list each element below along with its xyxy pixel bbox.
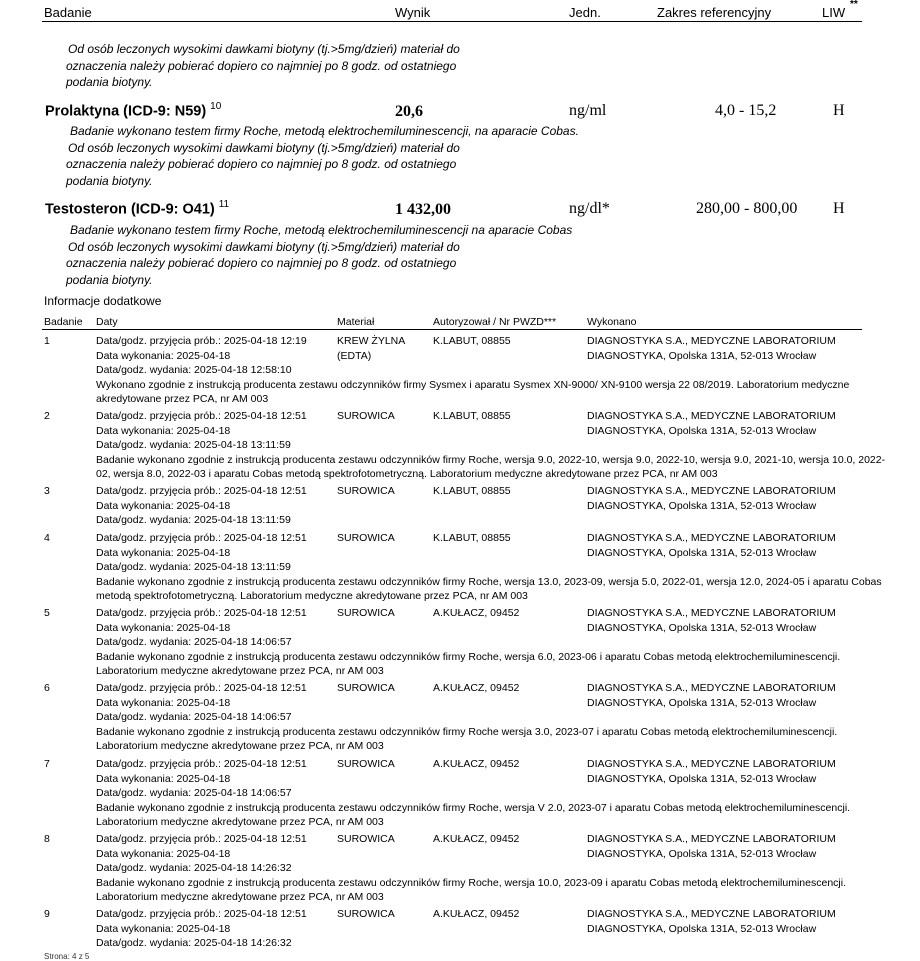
row-lab-line: DIAGNOSTYKA S.A., MEDYCZNE LABORATORIUM: [587, 607, 836, 619]
info-header-badanie: Badanie: [44, 316, 83, 328]
row-dates: [96, 757, 307, 801]
row-date-line: Data/godz. wydania: 2025-04-18 13:11:59: [96, 439, 291, 451]
row-laboratory: [587, 409, 836, 438]
row-description: Badanie wykonano zgodnie z instrukcją producenta zestawu odczynników firmy Roche wersja 3.0, 2023-07 i aparatu Cobas metodą elektrochemiluminescencji. Laboratorium medyczne akredytowane przez PCA, nr AM 003: [96, 725, 838, 752]
row-number: 9: [44, 908, 50, 920]
row-date-line: Data wykonania: 2025-04-18: [96, 621, 231, 634]
row-description: Badanie wykonano zgodnie z instrukcją producenta zestawu odczynników firmy Roche, wersja 6.0, 2023-06 i aparatu Cobas metodą elektrochemiluminescencji. Laboratorium medyczne akredytowane przez PCA, nr AM 003: [96, 650, 841, 677]
test-name: Prolaktyna (ICD-9: N59): [45, 103, 207, 120]
row-description: Badanie wykonano zgodnie z instrukcją producenta zestawu odczynników firmy Roche, wersja 10.0, 2023-09 i aparatu Cobas metodą elektrochemiluminescencji. Laboratorium medyczne akredytowane przez PCA, nr AM 003: [96, 876, 846, 903]
row-material: [337, 757, 395, 772]
test-prolaktyna: [45, 101, 221, 120]
row-material-line: SUROWICA: [337, 485, 395, 497]
row-date-line: Data/godz. wydania: 2025-04-18 14:26:32: [96, 862, 292, 874]
row-lab-line: DIAGNOSTYKA, Opolska 131A, 52-013 Wrocław: [587, 847, 817, 860]
test-value: 1 432,00: [395, 201, 451, 218]
row-number: 8: [44, 833, 50, 845]
header-col-zakres: Zakres referencyjny: [657, 5, 772, 20]
info-header-rule: [42, 329, 862, 330]
test-unit: ng/ml: [569, 102, 607, 119]
row-lab-line: DIAGNOSTYKA, Opolska 131A, 52-013 Wrocław: [587, 772, 817, 785]
row-lab-line: DIAGNOSTYKA, Opolska 131A, 52-013 Wrocław: [587, 922, 817, 935]
row-date-line: Data/godz. wydania: 2025-04-18 14:06:57: [96, 711, 292, 723]
row-number: 7: [44, 758, 50, 770]
row-date-line: Data wykonania: 2025-04-18: [96, 696, 231, 709]
row-number: 2: [44, 410, 50, 422]
row-date-line: Data wykonania: 2025-04-18: [96, 772, 231, 785]
row-material-line: (EDTA): [337, 349, 372, 362]
row-date-line: Data/godz. przyjęcia prób.: 2025-04-18 12:51: [96, 682, 307, 694]
row-material: [337, 606, 395, 621]
row-laboratory: [587, 757, 836, 786]
row-lab-line: DIAGNOSTYKA S.A., MEDYCZNE LABORATORIUM: [587, 410, 836, 422]
test-unit: ng/dl*: [569, 200, 610, 217]
row-authorized-by: A.KUŁACZ, 09452: [433, 607, 520, 619]
row-number: 4: [44, 532, 50, 544]
info-header-autoryzowal: Autoryzował / Nr PWZD***: [433, 316, 557, 328]
header-liw-superscript: **: [850, 0, 858, 10]
row-authorized-by: A.KUŁACZ, 09452: [433, 908, 520, 920]
test-flag: H: [833, 200, 845, 217]
test-value: 20,6: [395, 103, 423, 120]
row-authorized-by: A.KUŁACZ, 09452: [433, 682, 520, 694]
test-range: 280,00 - 800,00: [696, 200, 798, 217]
row-material-line: SUROWICA: [337, 410, 395, 422]
test-note-line: Od osób leczonych wysokimi dawkami biotyny (tj.>5mg/dzień) materiał do: [68, 140, 460, 155]
row-authorized-by: K.LABUT, 08855: [433, 532, 511, 544]
row-lab-line: DIAGNOSTYKA S.A., MEDYCZNE LABORATORIUM: [587, 485, 836, 497]
row-dates: [96, 409, 307, 453]
row-dates: [96, 681, 307, 725]
row-description: Wykonano zgodnie z instrukcją producenta zestawu odczynników firmy Sysmex i aparatu Sysmex XN-9000/ XN-9100 wersja 22 08/2019. Laboratorium medyczne akredytowane przez PCA, nr AM 003: [96, 378, 850, 405]
row-material-line: KREW ŻYLNA: [337, 335, 406, 347]
row-material: [337, 832, 395, 847]
row-dates: [96, 484, 307, 528]
row-material: [337, 334, 405, 363]
row-date-line: Data/godz. wydania: 2025-04-18 12:58:10: [96, 364, 292, 376]
row-laboratory: [587, 681, 836, 710]
row-material-line: SUROWICA: [337, 758, 395, 770]
row-description: Badanie wykonano zgodnie z instrukcją producenta zestawu odczynników firmy Roche, wersja V 2.0, 2023-07 i aparatu Cobas metodą elektrochemiluminescencji. Laboratorium medyczne akredytowane przez PCA, nr AM 003: [96, 801, 851, 828]
test-note-line: Badanie wykonano testem firmy Roche, metodą elektrochemiluminescencji na aparacie Cobas: [70, 223, 573, 237]
row-description: Badanie wykonano zgodnie z instrukcją producenta zestawu odczynników firmy Roche, wersja 9.0, 2022-10, wersja 9.0, 2022-10, wersja 9.0, 2021-10, wersja 10.0, 2022-02, wersja 8.0, 2022-03 i aparatu Cobas metodą spektrofotometryczną. Laboratorium medyczne akredytowane przez PCA, nr AM 003: [96, 453, 886, 480]
row-date-line: Data wykonania: 2025-04-18: [96, 922, 231, 935]
test-flag: H: [833, 102, 845, 119]
row-date-line: Data/godz. wydania: 2025-04-18 14:26:32: [96, 937, 292, 949]
row-lab-line: DIAGNOSTYKA, Opolska 131A, 52-013 Wrocław: [587, 349, 817, 362]
row-material: [337, 531, 395, 546]
header-col-badanie: Badanie: [44, 5, 92, 20]
header-col-jedn: Jedn.: [569, 5, 601, 20]
row-date-line: Data/godz. przyjęcia prób.: 2025-04-18 12:51: [96, 908, 307, 920]
row-date-line: Data/godz. przyjęcia prób.: 2025-04-18 12:51: [96, 485, 307, 497]
row-lab-line: DIAGNOSTYKA, Opolska 131A, 52-013 Wrocław: [587, 546, 817, 559]
row-material-line: SUROWICA: [337, 908, 395, 920]
test-ref-number: 11: [218, 199, 230, 210]
row-number: 6: [44, 682, 50, 694]
row-laboratory: [587, 907, 836, 936]
row-date-line: Data wykonania: 2025-04-18: [96, 847, 231, 860]
row-material-line: SUROWICA: [337, 682, 395, 694]
row-material: [337, 484, 395, 499]
header-col-liw: LIW: [822, 5, 846, 20]
row-authorized-by: K.LABUT, 08855: [433, 485, 511, 497]
row-date-line: Data/godz. przyjęcia prób.: 2025-04-18 12:51: [96, 758, 307, 770]
row-date-line: Data wykonania: 2025-04-18: [96, 499, 231, 512]
row-dates: [96, 907, 307, 951]
row-laboratory: [587, 334, 836, 363]
row-authorized-by: A.KUŁACZ, 09452: [433, 758, 520, 770]
test-note-line: Badanie wykonano testem firmy Roche, metodą elektrochemiluminescencji, na aparacie Cobas.: [70, 124, 579, 138]
row-material: [337, 409, 395, 424]
info-header-material: Materiał: [337, 316, 375, 328]
row-laboratory: [587, 484, 836, 513]
test-note-line: oznaczenia należy pobierać dopiero co najmniej po 8 godz. od ostatniego: [66, 157, 457, 171]
info-header-daty: Daty: [96, 316, 118, 328]
row-authorized-by: K.LABUT, 08855: [433, 410, 511, 422]
row-authorized-by: K.LABUT, 08855: [433, 335, 511, 347]
row-date-line: Data/godz. przyjęcia prób.: 2025-04-18 12:51: [96, 532, 307, 544]
row-lab-line: DIAGNOSTYKA, Opolska 131A, 52-013 Wrocław: [587, 499, 817, 512]
row-number: 1: [44, 335, 50, 347]
row-description: Badanie wykonano zgodnie z instrukcją producenta zestawu odczynników firmy Roche, wersja 13.0, 2023-09, wersja 5.0, 2022-01, wersja 12.0, 2024-05 i aparatu Cobas metodą spektrofotometryczną. Laboratorium medyczne akredytowane przez PCA, nr AM 003: [96, 575, 882, 602]
row-date-line: Data/godz. przyjęcia prób.: 2025-04-18 12:51: [96, 410, 307, 422]
row-date-line: Data/godz. wydania: 2025-04-18 14:06:57: [96, 787, 292, 799]
biotin-note-line-3: podania biotyny.: [66, 75, 153, 89]
row-number: 3: [44, 485, 50, 497]
row-laboratory: [587, 832, 836, 861]
row-date-line: Data/godz. przyjęcia prób.: 2025-04-18 12:51: [96, 607, 307, 619]
header-col-wynik: Wynik: [395, 5, 431, 20]
row-laboratory: [587, 531, 836, 560]
test-note-line: oznaczenia należy pobierać dopiero co najmniej po 8 godz. od ostatniego: [66, 256, 457, 270]
row-date-line: Data wykonania: 2025-04-18: [96, 546, 231, 559]
row-lab-line: DIAGNOSTYKA, Opolska 131A, 52-013 Wrocław: [587, 621, 817, 634]
biotin-note-line-1: Od osób leczonych wysokimi dawkami biotyny (tj.>5mg/dzień) materiał do: [68, 42, 460, 56]
row-material-line: SUROWICA: [337, 833, 395, 845]
row-date-line: Data wykonania: 2025-04-18: [96, 424, 231, 437]
page-number: Strona: 4 z 5: [44, 952, 90, 961]
row-lab-line: DIAGNOSTYKA S.A., MEDYCZNE LABORATORIUM: [587, 532, 836, 544]
row-date-line: Data wykonania: 2025-04-18: [96, 349, 231, 362]
row-lab-line: DIAGNOSTYKA S.A., MEDYCZNE LABORATORIUM: [587, 682, 836, 694]
info-section-title: Informacje dodatkowe: [44, 294, 162, 308]
test-note-line: podania biotyny.: [66, 272, 153, 287]
row-date-line: Data/godz. wydania: 2025-04-18 13:11:59: [96, 561, 291, 573]
test-note-line: Od osób leczonych wysokimi dawkami biotyny (tj.>5mg/dzień) materiał do: [68, 239, 460, 254]
row-dates: [96, 832, 307, 876]
row-material: [337, 681, 395, 696]
row-lab-line: DIAGNOSTYKA, Opolska 131A, 52-013 Wrocław: [587, 424, 817, 437]
row-number: 5: [44, 607, 50, 619]
row-lab-line: DIAGNOSTYKA S.A., MEDYCZNE LABORATORIUM: [587, 908, 836, 920]
biotin-note-line-2: oznaczenia należy pobierać dopiero co najmniej po 8 godz. od ostatniego: [66, 58, 457, 73]
test-name: Testosteron (ICD-9: O41): [45, 201, 215, 218]
row-material: [337, 907, 395, 922]
test-ref-number: 10: [210, 101, 222, 112]
row-dates: [96, 334, 307, 378]
row-lab-line: DIAGNOSTYKA S.A., MEDYCZNE LABORATORIUM: [587, 758, 836, 770]
row-lab-line: DIAGNOSTYKA, Opolska 131A, 52-013 Wrocław: [587, 696, 817, 709]
test-range: 4,0 - 15,2: [715, 102, 777, 119]
test-testosteron: [45, 199, 229, 218]
row-date-line: Data/godz. wydania: 2025-04-18 13:11:59: [96, 514, 291, 526]
row-material-line: SUROWICA: [337, 607, 395, 619]
test-note-line: podania biotyny.: [66, 173, 153, 188]
row-material-line: SUROWICA: [337, 532, 395, 544]
row-lab-line: DIAGNOSTYKA S.A., MEDYCZNE LABORATORIUM: [587, 335, 836, 347]
row-dates: [96, 606, 307, 650]
row-date-line: Data/godz. wydania: 2025-04-18 14:06:57: [96, 636, 292, 648]
row-lab-line: DIAGNOSTYKA S.A., MEDYCZNE LABORATORIUM: [587, 833, 836, 845]
row-authorized-by: A.KUŁACZ, 09452: [433, 833, 520, 845]
row-laboratory: [587, 606, 836, 635]
row-dates: [96, 531, 307, 575]
row-date-line: Data/godz. przyjęcia prób.: 2025-04-18 12:19: [96, 335, 307, 347]
row-date-line: Data/godz. przyjęcia prób.: 2025-04-18 12:51: [96, 833, 307, 845]
header-rule: [42, 21, 862, 22]
info-header-wykonano: Wykonano: [587, 316, 637, 328]
